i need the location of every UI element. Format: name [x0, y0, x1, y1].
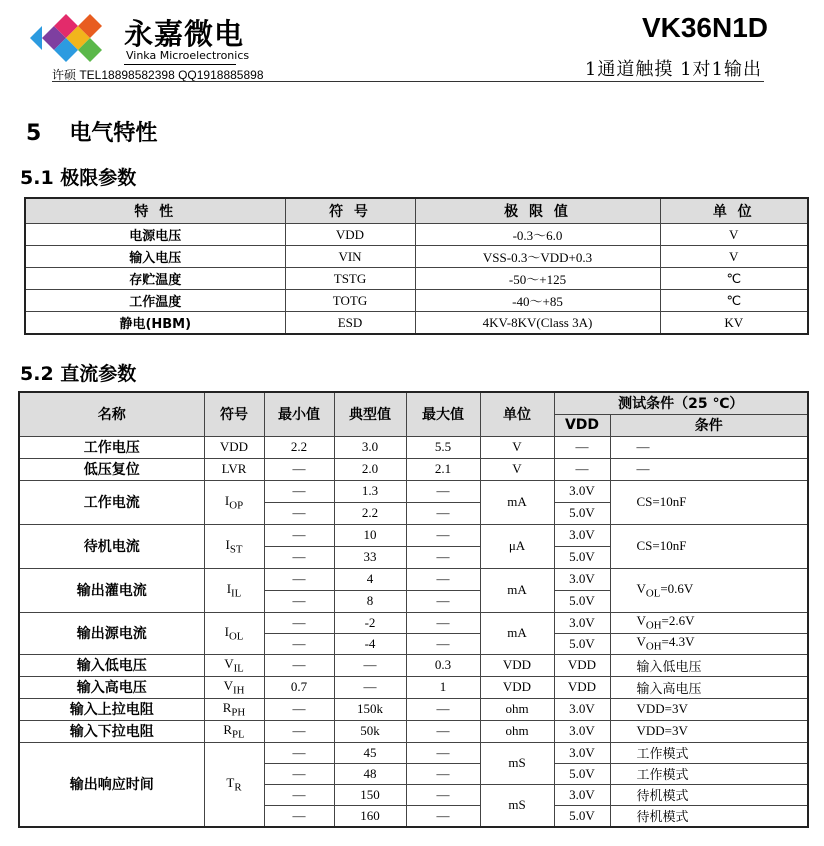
cell-value: 4KV-8KV(Class 3A): [415, 312, 660, 335]
col-header-unit: 单 位: [660, 198, 808, 224]
cell-value: -40～+85: [415, 290, 660, 312]
cell-typ: 3.0: [334, 436, 406, 458]
cell-max: —: [406, 720, 480, 742]
cell-max: —: [406, 480, 480, 502]
row-label: 存贮温度: [25, 268, 285, 290]
row-label: 静电(HBM): [25, 312, 285, 335]
cell-min: —: [264, 524, 334, 546]
col-header-limit: 极 限 值: [415, 198, 660, 224]
cell-min: —: [264, 633, 334, 654]
cell-condition: 工作模式: [610, 742, 808, 763]
cell-vdd: —: [554, 436, 610, 458]
cell-max: —: [406, 784, 480, 805]
cell-vdd: 5.0V: [554, 633, 610, 654]
cell-unit: ℃: [660, 290, 808, 312]
cell-condition: $V_{OH}=4.3V$: [610, 633, 808, 654]
cell-symbol: VDD: [204, 436, 264, 458]
cell-min: —: [264, 612, 334, 633]
col-header-symbol: 符号: [204, 392, 264, 436]
cell-max: —: [406, 612, 480, 633]
cell-min: —: [264, 480, 334, 502]
cell-min: —: [264, 784, 334, 805]
cell-symbol: $T_R$: [204, 742, 264, 827]
cell-min: —: [264, 568, 334, 590]
cell-vdd: 5.0V: [554, 805, 610, 827]
cell-typ: 10: [334, 524, 406, 546]
cell-vdd: —: [554, 458, 610, 480]
cell-condition: —: [610, 458, 808, 480]
cell-symbol: $I_{OP}$: [204, 480, 264, 524]
cell-min: —: [264, 546, 334, 568]
row-label: 输入电压: [25, 246, 285, 268]
col-header-test-conditions: 测试条件（25 ℃）: [554, 392, 808, 414]
cell-unit: mA: [480, 612, 554, 654]
col-header-vdd: VDD: [554, 414, 610, 436]
cell-unit: VDD: [480, 676, 554, 698]
cell-max: —: [406, 546, 480, 568]
cell-typ: 160: [334, 805, 406, 827]
cell-max: —: [406, 590, 480, 612]
cell-typ: 45: [334, 742, 406, 763]
cell-condition: $V_{OL}=0.6V$: [610, 568, 808, 612]
abs-max-heading: 5.1 极限参数: [20, 167, 137, 189]
cell-symbol: $I_{ST}$: [204, 524, 264, 568]
cell-symbol: LVR: [204, 458, 264, 480]
cell-max: —: [406, 633, 480, 654]
cell-vdd: 3.0V: [554, 612, 610, 633]
table-row: [19, 458, 808, 480]
cell-vdd: VDD: [554, 676, 610, 698]
row-label: 输入上拉电阻: [19, 698, 204, 720]
section-title: [26, 116, 157, 147]
row-label: 输出源电流: [19, 612, 204, 654]
model-number: VK36N1D: [641, 12, 768, 43]
cell-symbol: $R_{PL}$: [204, 720, 264, 742]
cell-condition: 输入低电压: [610, 654, 808, 676]
product-subtitle: 1通道触摸 1对1输出: [584, 59, 762, 80]
cell-symbol: TSTG: [285, 268, 415, 290]
table-row: [19, 524, 808, 546]
cell-unit: ohm: [480, 698, 554, 720]
col-header-property: 特 性: [25, 198, 285, 224]
col-header-symbol: 符 号: [285, 198, 415, 224]
cell-vdd: 5.0V: [554, 590, 610, 612]
cell-max: —: [406, 763, 480, 784]
col-header-condition: 条件: [610, 414, 808, 436]
cell-max: —: [406, 805, 480, 827]
cell-unit: mA: [480, 568, 554, 612]
cell-min: 0.7: [264, 676, 334, 698]
cell-value: -50～+125: [415, 268, 660, 290]
cell-unit: V: [480, 458, 554, 480]
cell-vdd: 5.0V: [554, 502, 610, 524]
abs-max-table: [24, 197, 809, 335]
table-header-row: [19, 392, 808, 414]
cell-symbol: $V_{IL}$: [204, 654, 264, 676]
table-row: [25, 224, 808, 246]
table-row: [19, 654, 808, 676]
cell-vdd: 3.0V: [554, 742, 610, 763]
cell-condition: 待机模式: [610, 784, 808, 805]
cell-symbol: VDD: [285, 224, 415, 246]
cell-typ: 48: [334, 763, 406, 784]
cell-condition: —: [610, 436, 808, 458]
header-rule: [52, 81, 764, 82]
cell-symbol: $I_{IL}$: [204, 568, 264, 612]
row-label: 输出灌电流: [19, 568, 204, 612]
cell-unit: μA: [480, 524, 554, 568]
table-row: [19, 698, 808, 720]
cell-unit: KV: [660, 312, 808, 335]
cell-unit: ohm: [480, 720, 554, 742]
cell-vdd: 5.0V: [554, 763, 610, 784]
table-row: [19, 480, 808, 502]
cell-max: —: [406, 524, 480, 546]
table-row: [19, 676, 808, 698]
cell-unit: ℃: [660, 268, 808, 290]
cell-unit: V: [660, 224, 808, 246]
cell-condition: CS=10nF: [610, 524, 808, 568]
cell-value: -0.3～6.0: [415, 224, 660, 246]
dc-params-heading: 5.2 直流参数: [20, 363, 137, 385]
cell-vdd: 3.0V: [554, 698, 610, 720]
row-label: 工作电流: [19, 480, 204, 524]
brand-name-cn: 永嘉微电: [124, 17, 245, 51]
row-label: 输入低电压: [19, 654, 204, 676]
cell-max: 1: [406, 676, 480, 698]
cell-typ: 33: [334, 546, 406, 568]
table-row: [19, 568, 808, 590]
vinka-logo-icon: [30, 12, 122, 64]
cell-max: 2.1: [406, 458, 480, 480]
cell-max: —: [406, 742, 480, 763]
cell-unit: VDD: [480, 654, 554, 676]
cell-condition: 输入高电压: [610, 676, 808, 698]
cell-max: 5.5: [406, 436, 480, 458]
cell-symbol: TOTG: [285, 290, 415, 312]
row-label: 电源电压: [25, 224, 285, 246]
brand-name-en: Vinka Microelectronics: [126, 49, 250, 62]
cell-max: 0.3: [406, 654, 480, 676]
row-label: 输入下拉电阻: [19, 720, 204, 742]
cell-symbol: ESD: [285, 312, 415, 335]
table-row: [19, 612, 808, 633]
brand-divider: [124, 64, 236, 65]
cell-typ: 2.0: [334, 458, 406, 480]
cell-condition: VDD=3V: [610, 698, 808, 720]
table-header-row: [25, 198, 808, 224]
section-number: 5: [26, 121, 42, 146]
cell-typ: 50k: [334, 720, 406, 742]
table-row: [19, 742, 808, 763]
cell-unit: V: [660, 246, 808, 268]
cell-typ: 4: [334, 568, 406, 590]
cell-value: VSS-0.3～VDD+0.3: [415, 246, 660, 268]
cell-unit: mA: [480, 480, 554, 524]
table-row: [19, 720, 808, 742]
cell-vdd: VDD: [554, 654, 610, 676]
col-header-min: 最小值: [264, 392, 334, 436]
cell-min: —: [264, 698, 334, 720]
cell-min: —: [264, 590, 334, 612]
cell-min: —: [264, 654, 334, 676]
section-title-text: 电气特性: [69, 121, 158, 146]
cell-unit: V: [480, 436, 554, 458]
cell-min: —: [264, 458, 334, 480]
cell-vdd: 3.0V: [554, 784, 610, 805]
cell-typ: 2.2: [334, 502, 406, 524]
cell-max: —: [406, 568, 480, 590]
col-header-name: 名称: [19, 392, 204, 436]
cell-condition: CS=10nF: [610, 480, 808, 524]
cell-symbol: $I_{OL}$: [204, 612, 264, 654]
cell-min: 2.2: [264, 436, 334, 458]
cell-min: —: [264, 742, 334, 763]
col-header-unit: 单位: [480, 392, 554, 436]
cell-condition: 待机模式: [610, 805, 808, 827]
table-row: [19, 436, 808, 458]
row-label: 待机电流: [19, 524, 204, 568]
cell-condition: $V_{OH}=2.6V$: [610, 612, 808, 633]
row-label: 工作电压: [19, 436, 204, 458]
cell-min: —: [264, 720, 334, 742]
cell-vdd: 3.0V: [554, 568, 610, 590]
row-label: 低压复位: [19, 458, 204, 480]
row-label: 输入高电压: [19, 676, 204, 698]
cell-min: —: [264, 805, 334, 827]
table-row: [25, 290, 808, 312]
cell-min: —: [264, 763, 334, 784]
col-header-max: 最大值: [406, 392, 480, 436]
cell-vdd: 3.0V: [554, 480, 610, 502]
cell-symbol: $V_{IH}$: [204, 676, 264, 698]
cell-typ: —: [334, 654, 406, 676]
cell-typ: —: [334, 676, 406, 698]
cell-typ: 8: [334, 590, 406, 612]
cell-vdd: 3.0V: [554, 524, 610, 546]
cell-unit: mS: [480, 784, 554, 827]
cell-typ: 150k: [334, 698, 406, 720]
cell-max: —: [406, 698, 480, 720]
cell-vdd: 3.0V: [554, 720, 610, 742]
cell-min: —: [264, 502, 334, 524]
cell-typ: -4: [334, 633, 406, 654]
cell-unit: mS: [480, 742, 554, 784]
cell-condition: 工作模式: [610, 763, 808, 784]
dc-params-table: [18, 391, 809, 828]
cell-max: —: [406, 502, 480, 524]
row-label: 输出响应时间: [19, 742, 204, 827]
col-header-typ: 典型值: [334, 392, 406, 436]
cell-typ: 1.3: [334, 480, 406, 502]
row-label: 工作温度: [25, 290, 285, 312]
table-row: [25, 268, 808, 290]
cell-condition: VDD=3V: [610, 720, 808, 742]
table-row: [25, 312, 808, 335]
contact-info: 许硕 TEL18898582398 QQ1918885898: [52, 68, 264, 82]
cell-typ: 150: [334, 784, 406, 805]
table-row: [25, 246, 808, 268]
cell-symbol: VIN: [285, 246, 415, 268]
cell-vdd: 5.0V: [554, 546, 610, 568]
cell-typ: -2: [334, 612, 406, 633]
page-header: [0, 0, 824, 92]
cell-symbol: $R_{PH}$: [204, 698, 264, 720]
